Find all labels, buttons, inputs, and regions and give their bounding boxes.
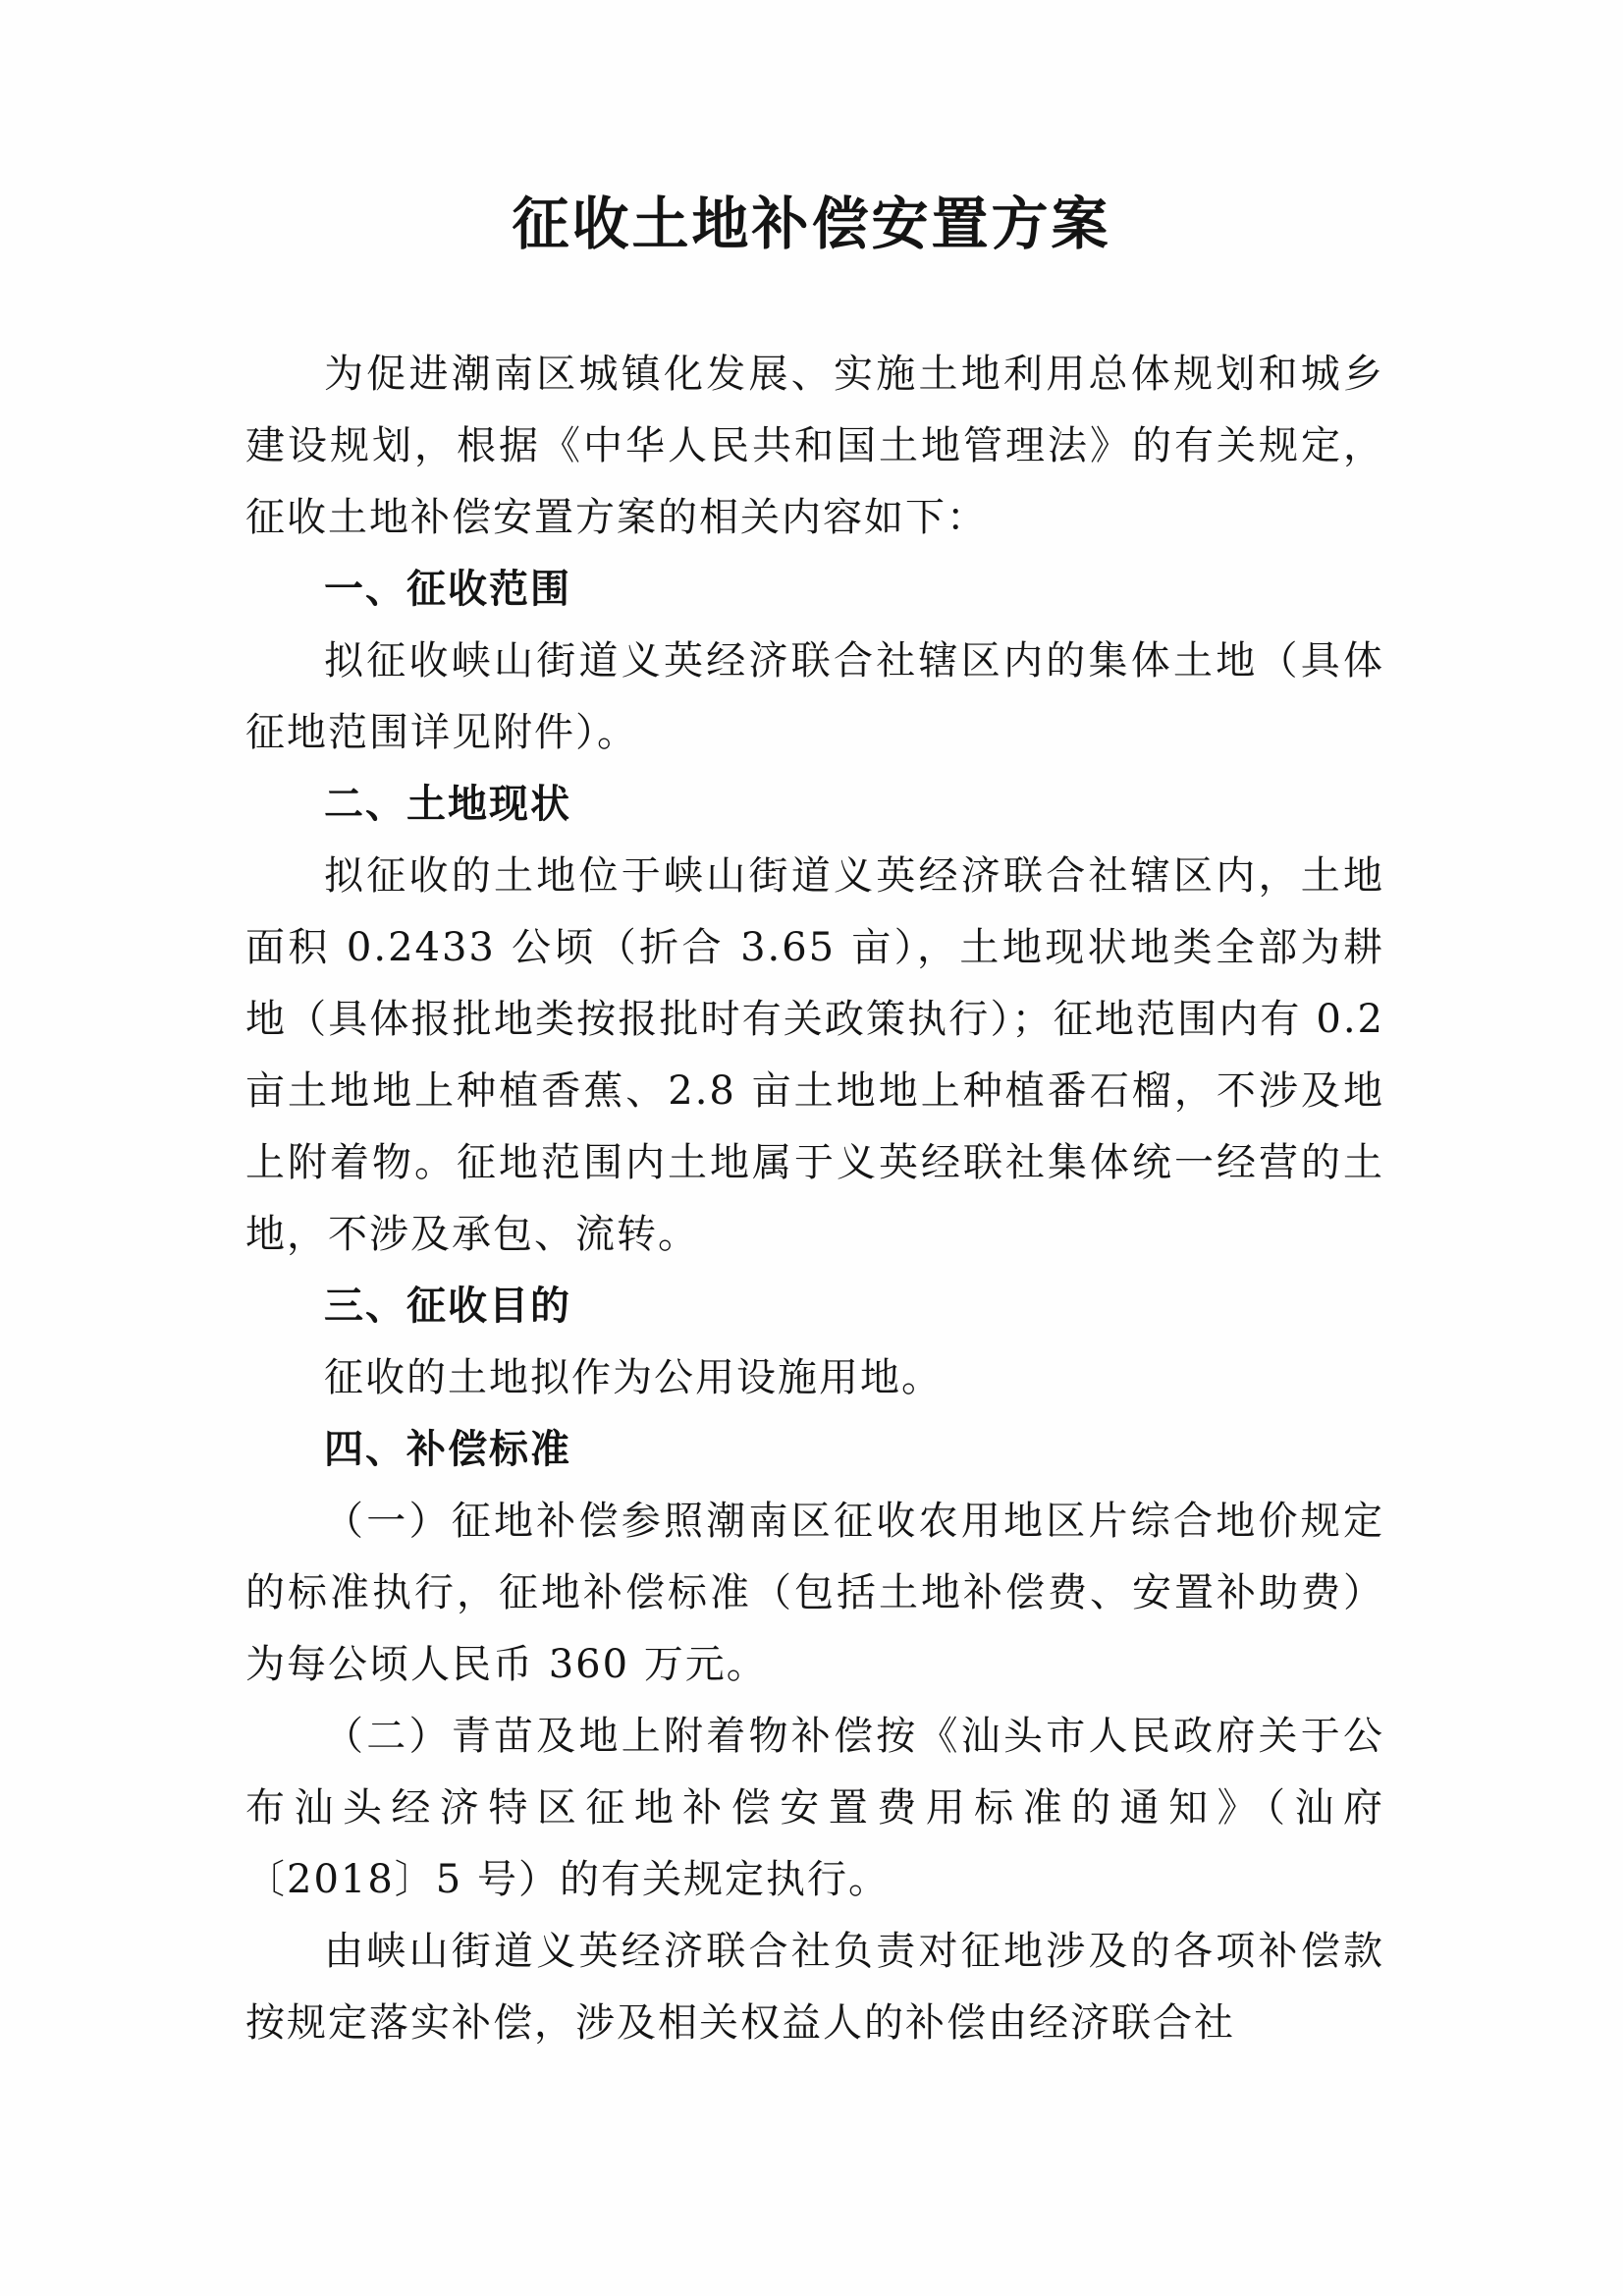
section-heading-scope: 一、征收范围 — [324, 567, 571, 612]
section-heading-purpose: 三、征收目的 — [324, 1284, 571, 1329]
section-paragraph-scope: 拟征收峡山街道义英经济联合社辖区内的集体土地（具体征地范围详见附件）。 — [245, 638, 1384, 755]
section-paragraph-purpose: 征收的土地拟作为公用设施用地。 — [324, 1355, 943, 1400]
section-heading-compensation: 四、补偿标准 — [324, 1427, 571, 1472]
intro-paragraph: 为促进潮南区城镇化发展、实施土地利用总体规划和城乡建设规划，根据《中华人民共和国土地管理法》的有关规定，征收土地补偿安置方案的相关内容如下： — [245, 352, 1384, 540]
section-paragraph-land-status: 拟征收的土地位于峡山街道义英经济联合社辖区内，土地面积 0.2433 公顷（折合 3.65 亩），土地现状地类全部为耕地（具体报批地类按报批时有关政策执行）；征地范围内有 0.2 亩土地地上种植香蕉、2.8 亩土地地上种植番石榴，不涉及地上附着物。征地范围内土地属于义英经联社集体统一经营的土地，不涉及承包、流转。 — [245, 853, 1384, 1257]
section-heading-land-status: 二、土地现状 — [324, 782, 571, 827]
compensation-paragraph: 由峡山街道义英经济联合社负责对征地涉及的各项补偿款按规定落实补偿，涉及相关权益人的补偿由经济联合社 — [245, 1929, 1384, 2046]
document-body — [245, 339, 1384, 2059]
document-title: 征收土地补偿安置方案 — [512, 191, 1111, 257]
compensation-item-2: （二）青苗及地上附着物补偿按《汕头市人民政府关于公布汕头经济特区征地补偿安置费用标准的通知》（汕府〔2018〕5 号）的有关规定执行。 — [245, 1714, 1384, 1902]
compensation-item-1: （一）征地补偿参照潮南区征收农用地区片综合地价规定的标准执行，征地补偿标准（包括土地补偿费、安置补助费）为每公顷人民币 360 万元。 — [245, 1499, 1384, 1687]
